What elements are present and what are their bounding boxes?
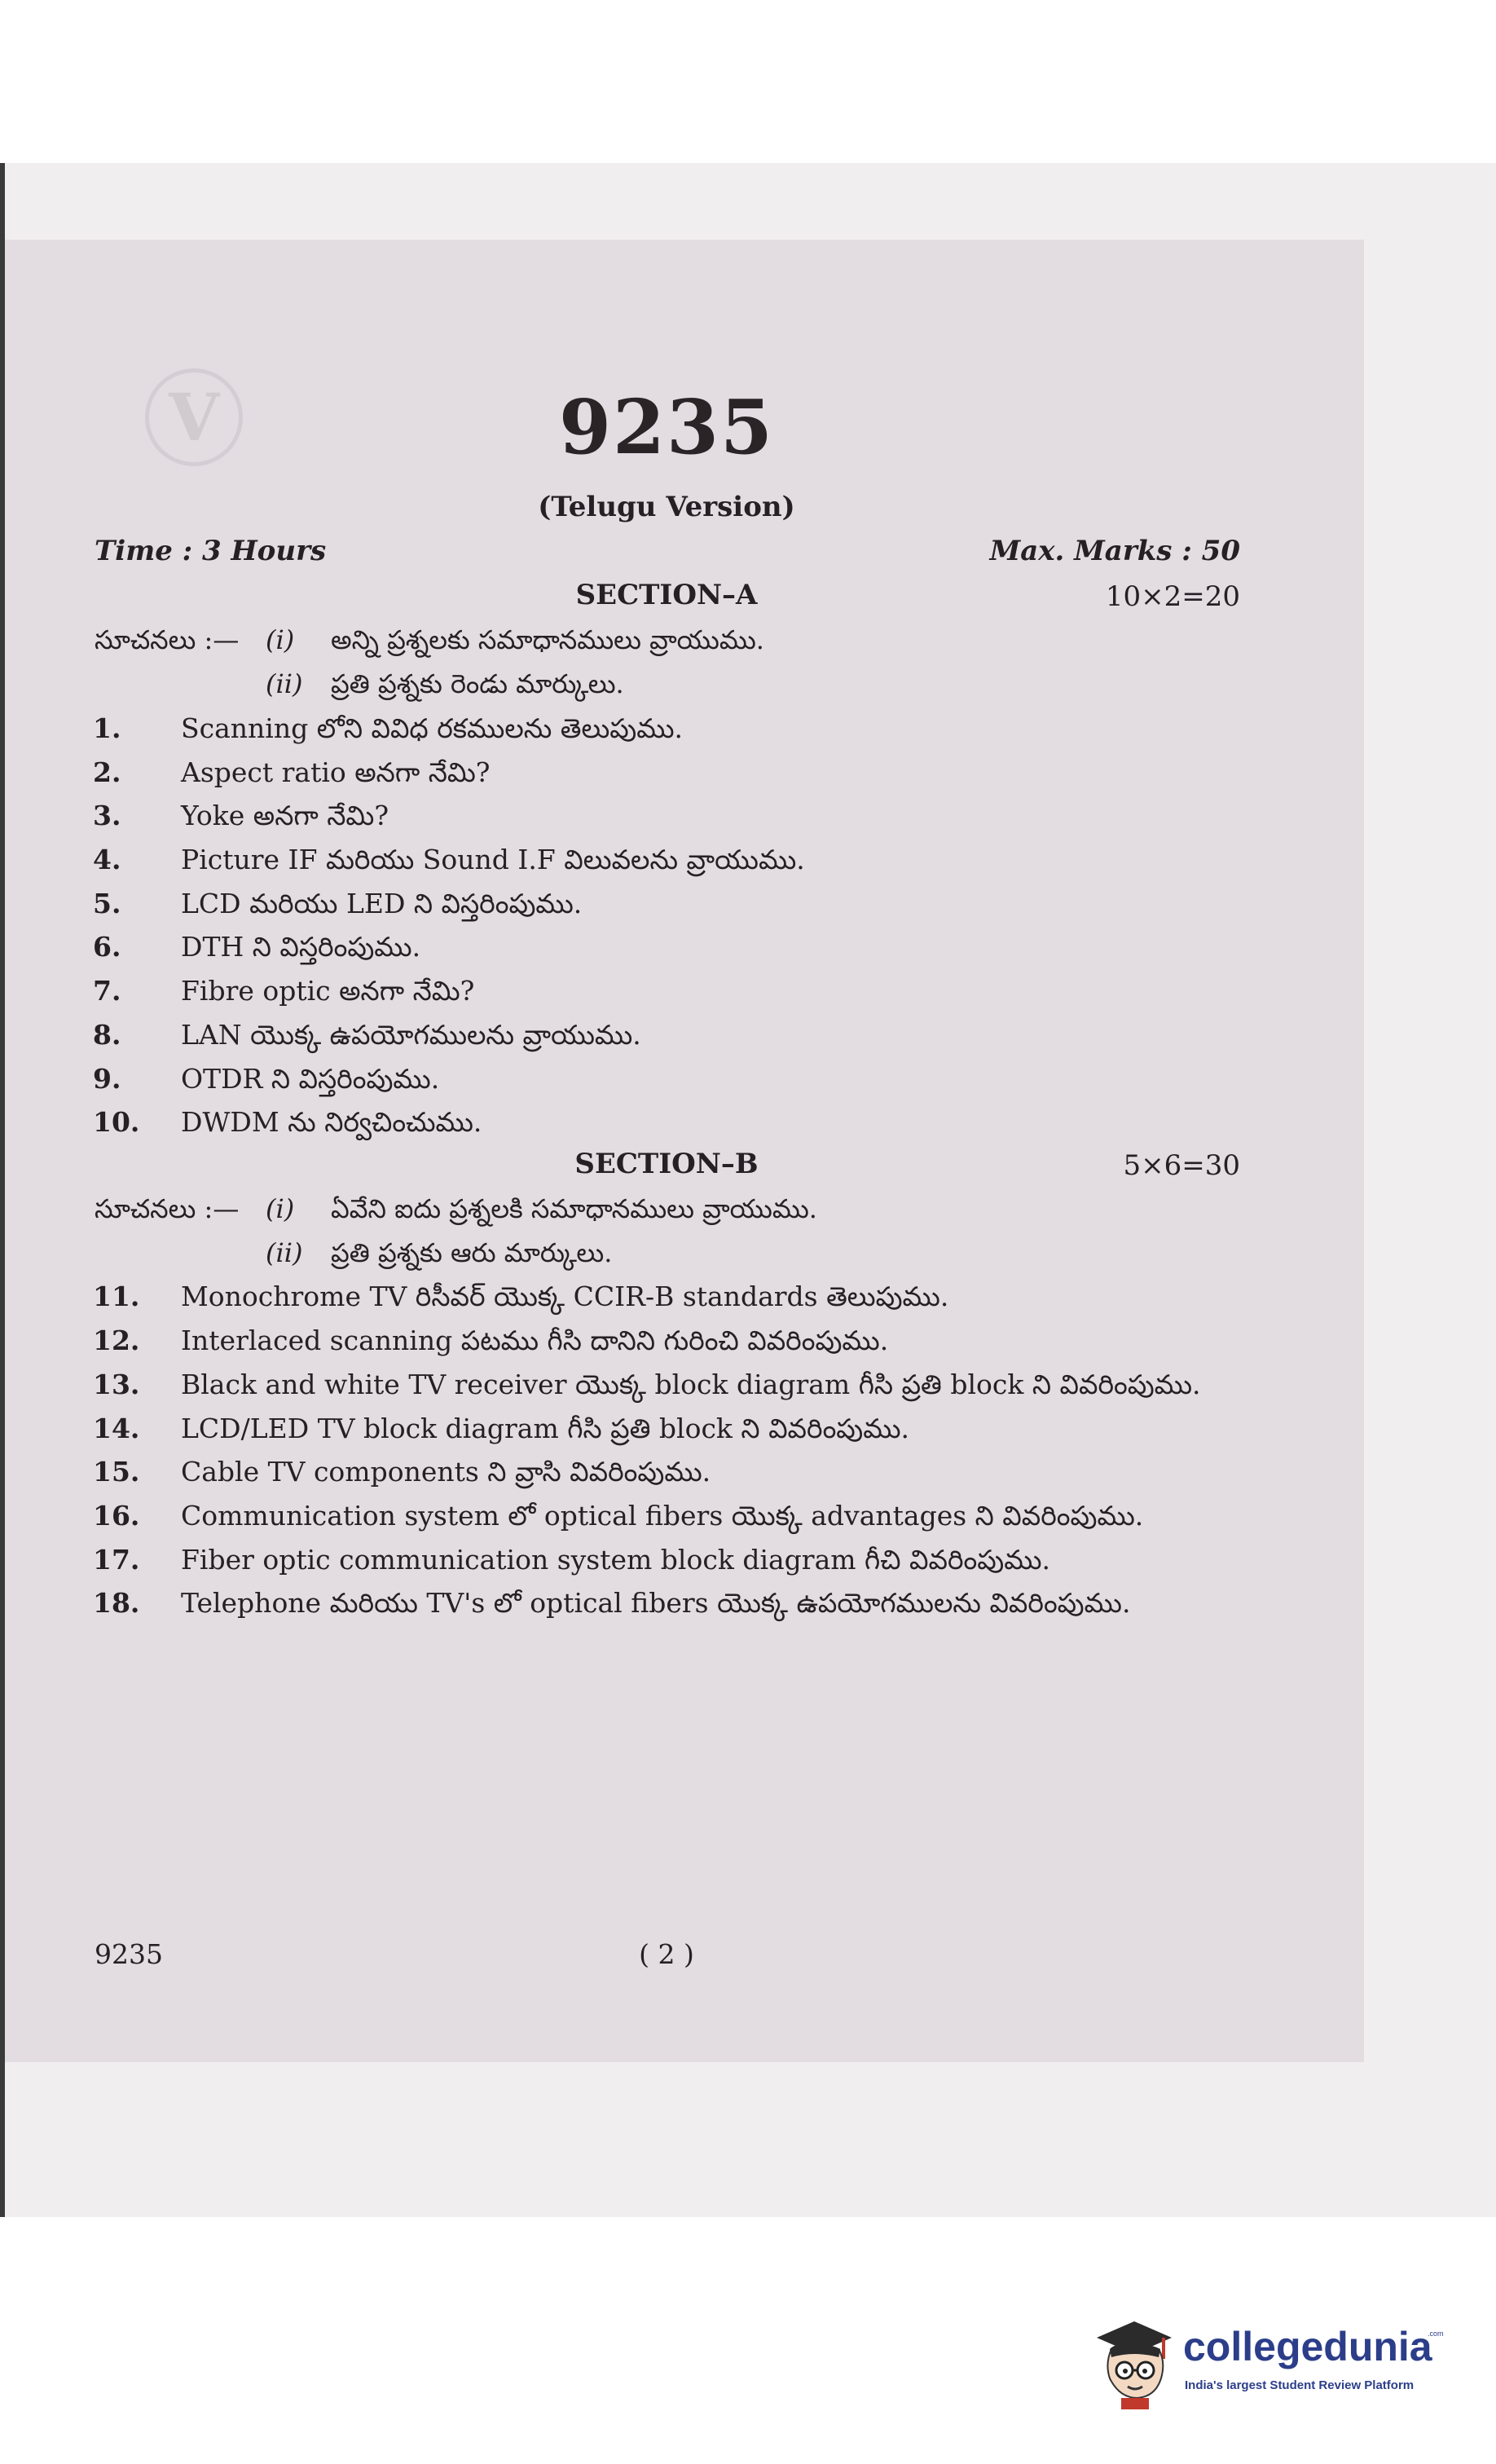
question-number: 16. <box>93 1500 140 1532</box>
version-label: (Telugu Version) <box>538 491 795 523</box>
logo-tagline: India's largest Student Review Platform <box>1185 2378 1415 2392</box>
question-text: Interlaced scanning పటము గీసి దానిని గురించి వివరింపుము. <box>181 1325 889 1356</box>
instruction-text: ప్రతి ప్రశ్నకు ఆరు మార్కులు. <box>331 1237 613 1268</box>
section-b-title: SECTION–B <box>574 1148 759 1180</box>
section-a-instruction-1 <box>95 624 764 662</box>
question-text: Black and white TV receiver యొక్క block diagram గీసి ప్రతి block ని వివరింపుము. <box>181 1369 1201 1400</box>
question-number: 9. <box>93 1063 121 1095</box>
question-number: 2. <box>93 756 121 788</box>
instruction-text: ఏవేని ఐదు ప్రశ్నలకి సమాధానములు వ్రాయుము. <box>331 1193 817 1224</box>
bleed-through-seal: V <box>145 368 243 466</box>
question-number: 15. <box>93 1456 140 1488</box>
collegedunia-watermark <box>1092 2307 1442 2413</box>
question-text: Fibre optic అనగా నేమి? <box>181 975 475 1007</box>
question-number: 4. <box>93 844 121 875</box>
question-text: Monochrome TV రిసీవర్ యొక్క CCIR-B standards తెలుపుము. <box>181 1280 949 1312</box>
question-number: 14. <box>93 1413 140 1444</box>
question-text: Cable TV components ని వ్రాసి వివరింపుము. <box>181 1456 711 1488</box>
question-number: 8. <box>93 1019 121 1051</box>
instruction-num: (ii) <box>266 1237 303 1268</box>
question-number: 10. <box>93 1106 140 1138</box>
max-marks-label: Max. Marks : 50 <box>989 535 1240 567</box>
question-text: Picture IF మరియు Sound I.F విలువలను వ్రాయుము. <box>181 844 805 875</box>
section-b-marks: 5×6=30 <box>1123 1149 1240 1182</box>
question-number: 3. <box>93 800 121 831</box>
question-number: 5. <box>93 888 121 919</box>
question-number: 1. <box>93 712 121 744</box>
section-a-title: SECTION–A <box>575 579 758 611</box>
question-number: 12. <box>93 1325 140 1356</box>
question-text: LAN యొక్క ఉపయోగములను వ్రాయుము. <box>181 1019 641 1051</box>
logo-com-suffix: .com <box>1428 2330 1444 2338</box>
question-number: 17. <box>93 1544 140 1576</box>
question-number: 18. <box>93 1587 140 1619</box>
section-b-instruction-2 <box>266 1237 612 1275</box>
student-mascot-icon <box>1092 2307 1177 2413</box>
page-number: ( 2 ) <box>639 1938 694 1970</box>
question-text: LCD మరియు LED ని విస్తరింపుము. <box>181 888 583 919</box>
instruction-text: అన్ని ప్రశ్నలకు సమాధానములు వ్రాయుము. <box>331 624 764 655</box>
section-a-marks: 10×2=20 <box>1105 580 1240 613</box>
instructions-label: సూచనలు :— <box>95 624 240 655</box>
time-label: Time : 3 Hours <box>95 535 327 567</box>
question-text: DWDM ను నిర్వచించుము. <box>181 1106 482 1138</box>
section-a-instruction-2 <box>266 668 624 706</box>
paper-code: 9235 <box>558 383 775 471</box>
question-text: Fiber optic communication system block diagram గీచి వివరింపుము. <box>181 1544 1051 1576</box>
question-text: Scanning లోని వివిధ రకములను తెలుపుము. <box>181 712 684 744</box>
logo-wordmark: collegedunia <box>1183 2324 1432 2369</box>
instructions-label: సూచనలు :— <box>95 1193 240 1224</box>
question-text: Communication system లో optical fibers యొక్క advantages ని వివరింపుము. <box>181 1500 1144 1532</box>
question-number: 13. <box>93 1369 140 1400</box>
question-text: Yoke అనగా నేమి? <box>181 800 389 831</box>
question-text: Aspect ratio అనగా నేమి? <box>181 756 491 788</box>
question-text: LCD/LED TV block diagram గీసి ప్రతి block ని వివరింపుము. <box>181 1413 910 1444</box>
question-text: OTDR ని విస్తరింపుము. <box>181 1063 440 1095</box>
question-number: 6. <box>93 931 121 963</box>
instruction-text: ప్రతి ప్రశ్నకు రెండు మార్కులు. <box>331 668 624 699</box>
instruction-num: (ii) <box>266 668 303 699</box>
question-number: 11. <box>93 1280 140 1312</box>
question-text: DTH ని విస్తరింపుము. <box>181 931 421 963</box>
instruction-num: (i) <box>266 624 295 655</box>
footer-paper-code: 9235 <box>95 1938 163 1970</box>
question-text: Telephone మరియు TV's లో optical fibers యొక్క ఉపయోగములను వివరింపుము. <box>181 1587 1131 1619</box>
question-number: 7. <box>93 975 121 1007</box>
instruction-num: (i) <box>266 1193 295 1224</box>
section-b-instruction-1 <box>95 1193 817 1231</box>
